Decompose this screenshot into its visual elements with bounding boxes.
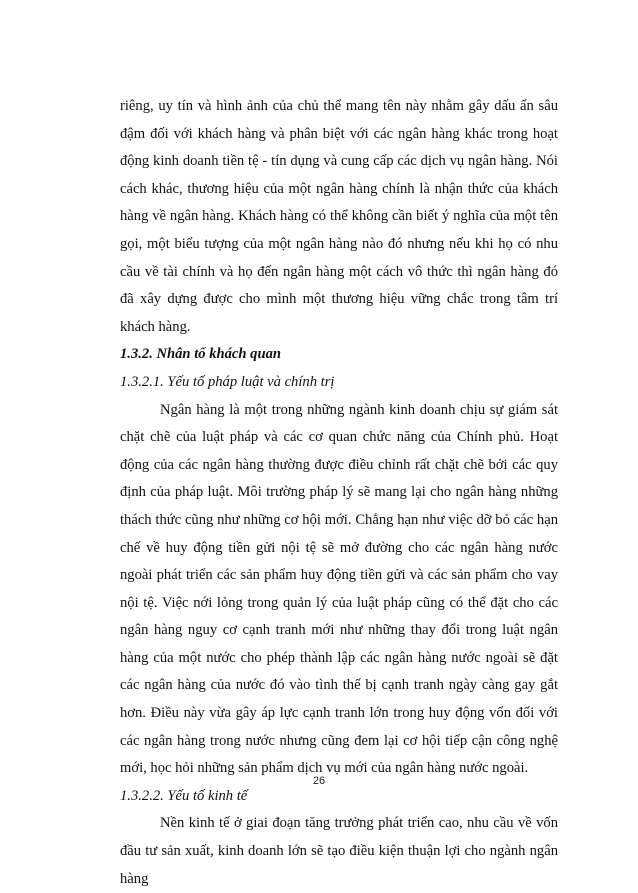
paragraph-legal-political: Ngân hàng là một trong những ngành kinh doanh chịu sự giám sát chặt chẽ của luật pháp và các cơ quan chức năng của Chính phủ. Hoạt động của các ngân hàng thường được điều chỉnh rất chặt chẽ bởi các quy định của pháp luật. Môi trường pháp lý sẽ mang lại cho ngân hàng những thách thức cũng như những cơ hội mới. Chẳng hạn như việc dỡ bỏ các hạn chế về huy động tiền gửi nội tệ sẽ mở đường cho các ngân hàng nước ngoài phát triển các sản phẩm huy động tiền gửi và các sản phẩm cho vay nội tệ. Việc nới lỏng trong quản lý của luật pháp cũng có thể đặt cho các ngân hàng nguy cơ cạnh tranh mới như những thay đổi trong luật ngân hàng của một nước cho phép thành lập các ngân hàng nước ngoài sẽ đặt các ngân hàng của nước đó vào tình thế bị cạnh tranh ngày càng gay gắt hơn. Điều này vừa gây áp lực cạnh tranh lớn trong huy động vốn đối với các ngân hàng trong nước nhưng cũng đem lại cơ hội tiếp cận công nghệ mới, học hỏi những sản phẩm dịch vụ mới của ngân hàng nước ngoài. bbox=[120, 401, 558, 777]
page-number: 26 bbox=[312, 775, 326, 787]
paragraph-brand-definition: riêng, uy tín và hình ảnh của chủ thể mang tên này nhằm gây dấu ấn sâu đậm đối với khách hàng và phân biệt với các ngân hàng khác trong hoạt động kinh doanh tiền tệ - tín dụng và cung cấp các dịch vụ ngân hàng. Nói cách khác, thương hiệu của một ngân hàng chính là nhận thức của khách hàng về ngân hàng. Khách hàng có thể không cần biết ý nghĩa của một tên gọi, một biểu tượng của một ngân hàng nào đó nhưng nếu khi họ có nhu cầu về tài chính và họ đến ngân hàng một cách vô thức thì ngân hàng đó đã xây dựng được cho mình một thương hiệu vững chắc trong tâm trí khách hàng. bbox=[120, 98, 558, 335]
paragraph-economic: Nền kinh tế ở giai đoạn tăng trưởng phát triển cao, nhu cầu về vốn đầu tư sản xuất, kinh doanh lớn sẽ tạo điều kiện thuận lợi cho ngành ngân hàng bbox=[120, 815, 558, 887]
subsection-heading-economic: 1.3.2.2. Yếu tố kinh tế bbox=[120, 787, 248, 804]
section-heading-objective-factors: 1.3.2. Nhân tố khách quan bbox=[120, 346, 281, 363]
subsection-heading-legal-political: 1.3.2.1. Yếu tố pháp luật và chính trị bbox=[120, 373, 335, 390]
page-body bbox=[120, 93, 558, 893]
